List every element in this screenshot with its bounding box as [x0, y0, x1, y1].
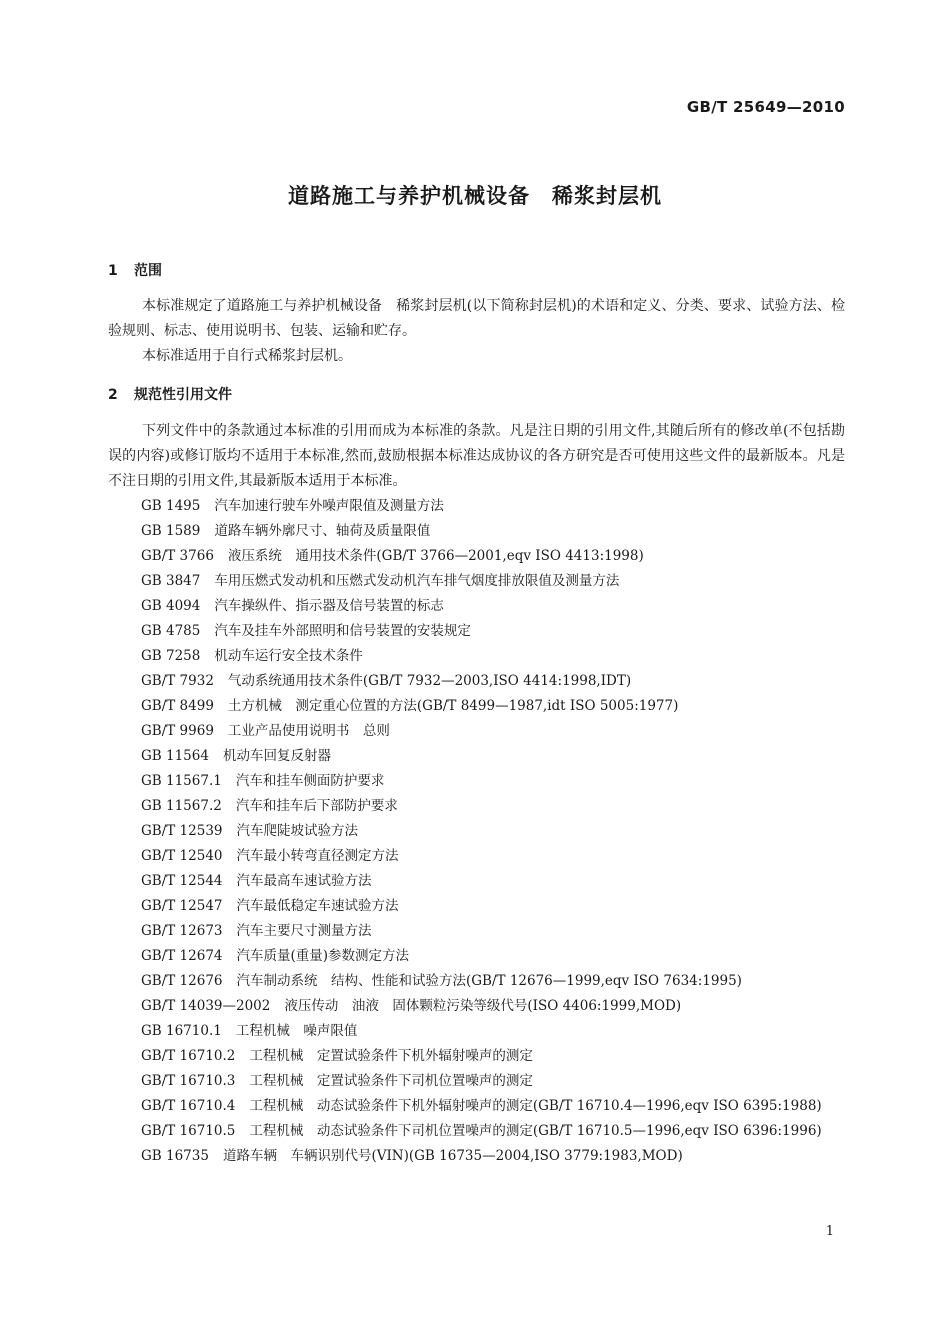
normative-references-intro: 下列文件中的条款通过本标准的引用而成为本标准的条款。凡是注日期的引用文件,其随后所有的修改单(不包括勘误的内容)或修订版均不适用于本标准,然而,鼓励根据本标准达成协议的各方研究是否可使用这些文件的最新版本。凡是不注日期的引用文件,其最新版本适用于本标准。 [108, 423, 845, 489]
reference-title: 液压传动 油液 固体颗粒污染等级代号(ISO 4406:1999,MOD) [284, 998, 682, 1014]
reference-item [108, 544, 845, 569]
reference-title: 工程机械 定置试验条件下司机位置噪声的测定 [249, 1073, 533, 1089]
reference-item [108, 519, 845, 544]
reference-title: 道路车辆外廓尺寸、轴荷及质量限值 [214, 523, 431, 539]
reference-code: GB 11567.1 [141, 773, 222, 789]
reference-code: GB/T 12673 [141, 923, 223, 939]
reference-title: 汽车和挂车侧面防护要求 [235, 773, 385, 789]
reference-title: 机动车回复反射器 [222, 748, 331, 764]
scope-paragraph-1: 本标准规定了道路施工与养护机械设备 稀浆封层机(以下简称封层机)的术语和定义、分类、要求、试验方法、检验规则、标志、使用说明书、包装、运输和贮存。 [108, 298, 845, 339]
reference-code: GB 4094 [141, 598, 201, 614]
reference-item [108, 919, 845, 944]
reference-title: 机动车运行安全技术条件 [214, 648, 363, 664]
reference-title: 汽车最小转弯直径测定方法 [236, 848, 399, 864]
reference-code: GB/T 7932 [141, 673, 214, 689]
reference-item [108, 1144, 845, 1169]
reference-item [108, 744, 845, 769]
reference-title: 土方机械 测定重心位置的方法(GB/T 8499—1987,idt ISO 5005:1977) [227, 698, 679, 714]
reference-title: 车用压燃式发动机和压燃式发动机汽车排气烟度排放限值及测量方法 [214, 573, 620, 589]
reference-title: 汽车制动系统 结构、性能和试验方法(GB/T 12676—1999,eqv ISO 7634:1995) [236, 973, 742, 989]
reference-title: 汽车最低稳定车速试验方法 [236, 898, 399, 914]
reference-code: GB/T 16710.2 [141, 1048, 236, 1064]
standard-number: GB/T 25649—2010 [686, 98, 845, 116]
reference-item [108, 594, 845, 619]
reference-item [108, 719, 845, 744]
reference-title: 汽车及挂车外部照明和信号装置的安装规定 [214, 623, 471, 639]
page-number: 1 [825, 1224, 834, 1239]
reference-item [108, 669, 845, 694]
reference-item [108, 1019, 845, 1044]
reference-code: GB/T 16710.4 [141, 1098, 236, 1114]
section-1-title: 范围 [134, 263, 162, 279]
reference-item [108, 869, 845, 894]
reference-title: 汽车最高车速试验方法 [236, 873, 372, 889]
reference-item [108, 969, 845, 994]
reference-item [108, 619, 845, 644]
reference-item [108, 819, 845, 844]
reference-title: 工业产品使用说明书 总则 [227, 723, 390, 739]
reference-item [108, 494, 845, 519]
reference-code: GB/T 12544 [141, 873, 223, 889]
reference-code: GB/T 9969 [141, 723, 214, 739]
reference-title: 汽车操纵件、指示器及信号装置的标志 [214, 598, 444, 614]
reference-code: GB/T 16710.3 [141, 1073, 236, 1089]
reference-code: GB 16710.1 [141, 1023, 222, 1039]
reference-code: GB/T 8499 [141, 698, 214, 714]
reference-item [108, 944, 845, 969]
reference-code: GB/T 12676 [141, 973, 223, 989]
section-1-heading [108, 260, 162, 280]
reference-item [108, 1119, 845, 1144]
section-2-title: 规范性引用文件 [134, 387, 232, 403]
reference-title: 汽车和挂车后下部防护要求 [235, 798, 398, 814]
reference-item [108, 694, 845, 719]
section-1-number: 1 [108, 263, 118, 279]
reference-item [108, 994, 845, 1019]
scope-paragraph-2: 本标准适用于自行式稀浆封层机。 [142, 348, 352, 364]
section-2-heading [108, 384, 232, 404]
reference-item [108, 844, 845, 869]
reference-code: GB 1589 [141, 523, 201, 539]
reference-item [108, 1094, 845, 1119]
reference-title: 汽车加速行驶车外噪声限值及测量方法 [214, 498, 444, 514]
document-title: 道路施工与养护机械设备 稀浆封层机 [288, 184, 662, 208]
reference-item [108, 1069, 845, 1094]
reference-item [108, 769, 845, 794]
section-2-number: 2 [108, 387, 118, 403]
reference-code: GB 4785 [141, 623, 201, 639]
reference-title: 汽车质量(重量)参数测定方法 [236, 948, 410, 964]
reference-item [108, 794, 845, 819]
reference-code: GB 1495 [141, 498, 201, 514]
reference-title: 气动系统通用技术条件(GB/T 7932—2003,ISO 4414:1998,IDT) [227, 673, 632, 689]
reference-item [108, 894, 845, 919]
reference-item [108, 569, 845, 594]
reference-code: GB/T 16710.5 [141, 1123, 236, 1139]
reference-title: 道路车辆 车辆识别代号(VIN)(GB 16735—2004,ISO 3779:1983,MOD) [222, 1148, 683, 1164]
reference-code: GB 11564 [141, 748, 209, 764]
reference-code: GB 16735 [141, 1148, 209, 1164]
reference-title: 汽车主要尺寸测量方法 [236, 923, 372, 939]
reference-code: GB/T 12539 [141, 823, 223, 839]
reference-code: GB/T 12674 [141, 948, 223, 964]
reference-title: 工程机械 噪声限值 [235, 1023, 358, 1039]
reference-title: 汽车爬陡坡试验方法 [236, 823, 358, 839]
reference-item [108, 644, 845, 669]
reference-title: 工程机械 定置试验条件下机外辐射噪声的测定 [249, 1048, 533, 1064]
reference-code: GB 3847 [141, 573, 201, 589]
reference-item [108, 1044, 845, 1069]
reference-code: GB/T 12547 [141, 898, 223, 914]
reference-title: 工程机械 动态试验条件下机外辐射噪声的测定(GB/T 16710.4—1996,eqv ISO 6395:1988) [249, 1098, 822, 1114]
reference-title: 工程机械 动态试验条件下司机位置噪声的测定(GB/T 16710.5—1996,eqv ISO 6396:1996) [249, 1123, 822, 1139]
reference-code: GB 7258 [141, 648, 201, 664]
reference-code: GB 11567.2 [141, 798, 222, 814]
reference-list [108, 494, 845, 1169]
reference-code: GB/T 14039—2002 [141, 998, 271, 1014]
reference-code: GB/T 3766 [141, 548, 214, 564]
reference-code: GB/T 12540 [141, 848, 223, 864]
reference-title: 液压系统 通用技术条件(GB/T 3766—2001,eqv ISO 4413:1998) [227, 548, 644, 564]
